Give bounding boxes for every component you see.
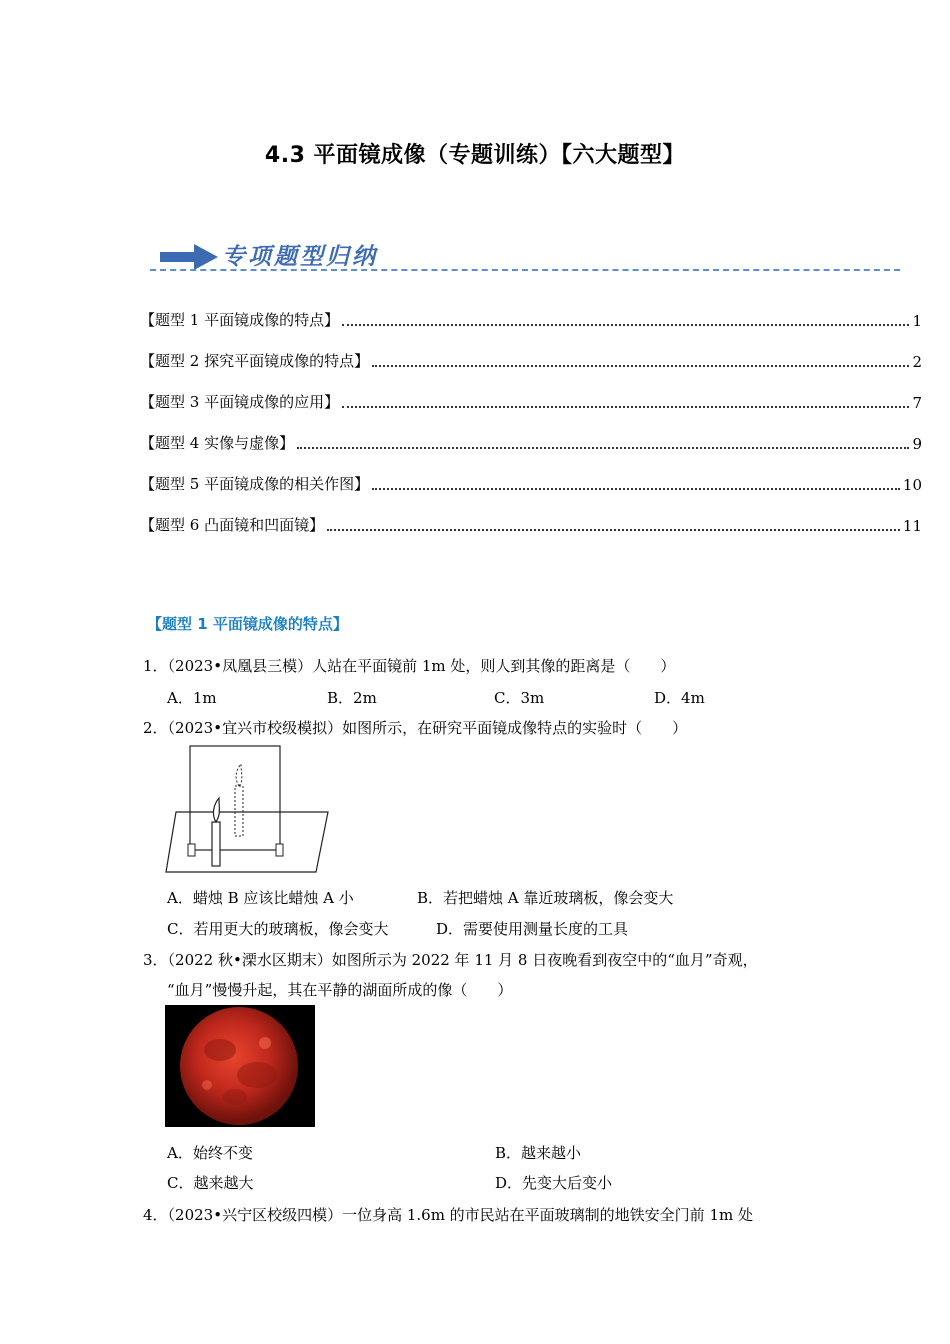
toc-label: 【题型 2 探究平面镜成像的特点】 [140, 352, 370, 370]
toc-item[interactable] [140, 472, 922, 494]
toc-label: 【题型 3 平面镜成像的应用】 [140, 393, 340, 411]
question-1-text: 1．（2023•凤凰县三模）人站在平面镜前 1m 处，则人到其像的距离是（ ） [143, 657, 676, 675]
question-2-option-d: D．需要使用测量长度的工具 [436, 920, 629, 938]
toc-item[interactable] [140, 513, 922, 535]
question-2-option-b: B．若把蜡烛 A 靠近玻璃板，像会变大 [417, 889, 674, 907]
toc-label: 【题型 1 平面镜成像的特点】 [140, 311, 340, 329]
question-3-text-continued: “血月”慢慢升起，其在平静的湖面所成的像（ ） [167, 981, 513, 999]
toc-leader [327, 529, 900, 531]
arrow-right-icon [160, 244, 220, 270]
toc-page-number: 10 [902, 476, 922, 494]
toc-leader [372, 365, 909, 367]
banner-divider [150, 269, 900, 271]
question-1-option-a: A．1m [167, 689, 217, 707]
question-2-text: 2．（2023•宜兴市校级模拟）如图所示，在研究平面镜成像特点的实验时（ ） [143, 719, 688, 737]
toc-page-number: 7 [912, 394, 922, 412]
question-3-option-a: A．始终不变 [167, 1144, 253, 1162]
toc-label: 【题型 4 实像与虚像】 [140, 434, 295, 452]
page-title: 4.3 平面镜成像（专题训练）【六大题型】 [264, 143, 686, 168]
toc-page-number: 1 [912, 312, 922, 330]
candle-experiment-figure [164, 744, 330, 874]
toc-leader [372, 488, 900, 490]
blood-moon-photo [165, 1005, 315, 1127]
question-4-text: 4．（2023•兴宁区校级四模）一位身高 1.6m 的市民站在平面玻璃制的地铁安全门前 1m 处 [143, 1206, 753, 1224]
toc-item[interactable] [140, 308, 922, 330]
section-banner [150, 236, 900, 276]
toc-item[interactable] [140, 349, 922, 371]
banner-text: 专项题型归纳 [222, 243, 378, 270]
toc-label: 【题型 5 平面镜成像的相关作图】 [140, 475, 370, 493]
question-3-option-b: B．越来越小 [495, 1144, 582, 1162]
toc-page-number: 2 [912, 353, 922, 371]
toc-page-number: 11 [902, 517, 922, 535]
toc-leader [297, 447, 909, 449]
question-3-option-d: D．先变大后变小 [495, 1174, 613, 1192]
question-2-option-c: C．若用更大的玻璃板，像会变大 [167, 920, 389, 938]
toc-label: 【题型 6 凸面镜和凹面镜】 [140, 516, 325, 534]
question-3-option-c: C．越来越大 [167, 1174, 254, 1192]
question-2-option-a: A．蜡烛 B 应该比蜡烛 A 小 [167, 889, 354, 907]
toc-page-number: 9 [912, 435, 922, 453]
toc-leader [342, 406, 909, 408]
question-1-option-c: C．3m [494, 689, 545, 707]
toc-leader [342, 324, 909, 326]
toc-item[interactable] [140, 390, 922, 412]
section-heading: 【题型 1 平面镜成像的特点】 [147, 615, 348, 633]
question-1-option-d: D．4m [654, 689, 705, 707]
question-1-option-b: B．2m [327, 689, 377, 707]
question-3-text: 3．（2022 秋•溧水区期末）如图所示为 2022 年 11 月 8 日夜晚看到夜空中的“血月”奇观， [143, 951, 758, 969]
toc-item[interactable] [140, 431, 922, 453]
